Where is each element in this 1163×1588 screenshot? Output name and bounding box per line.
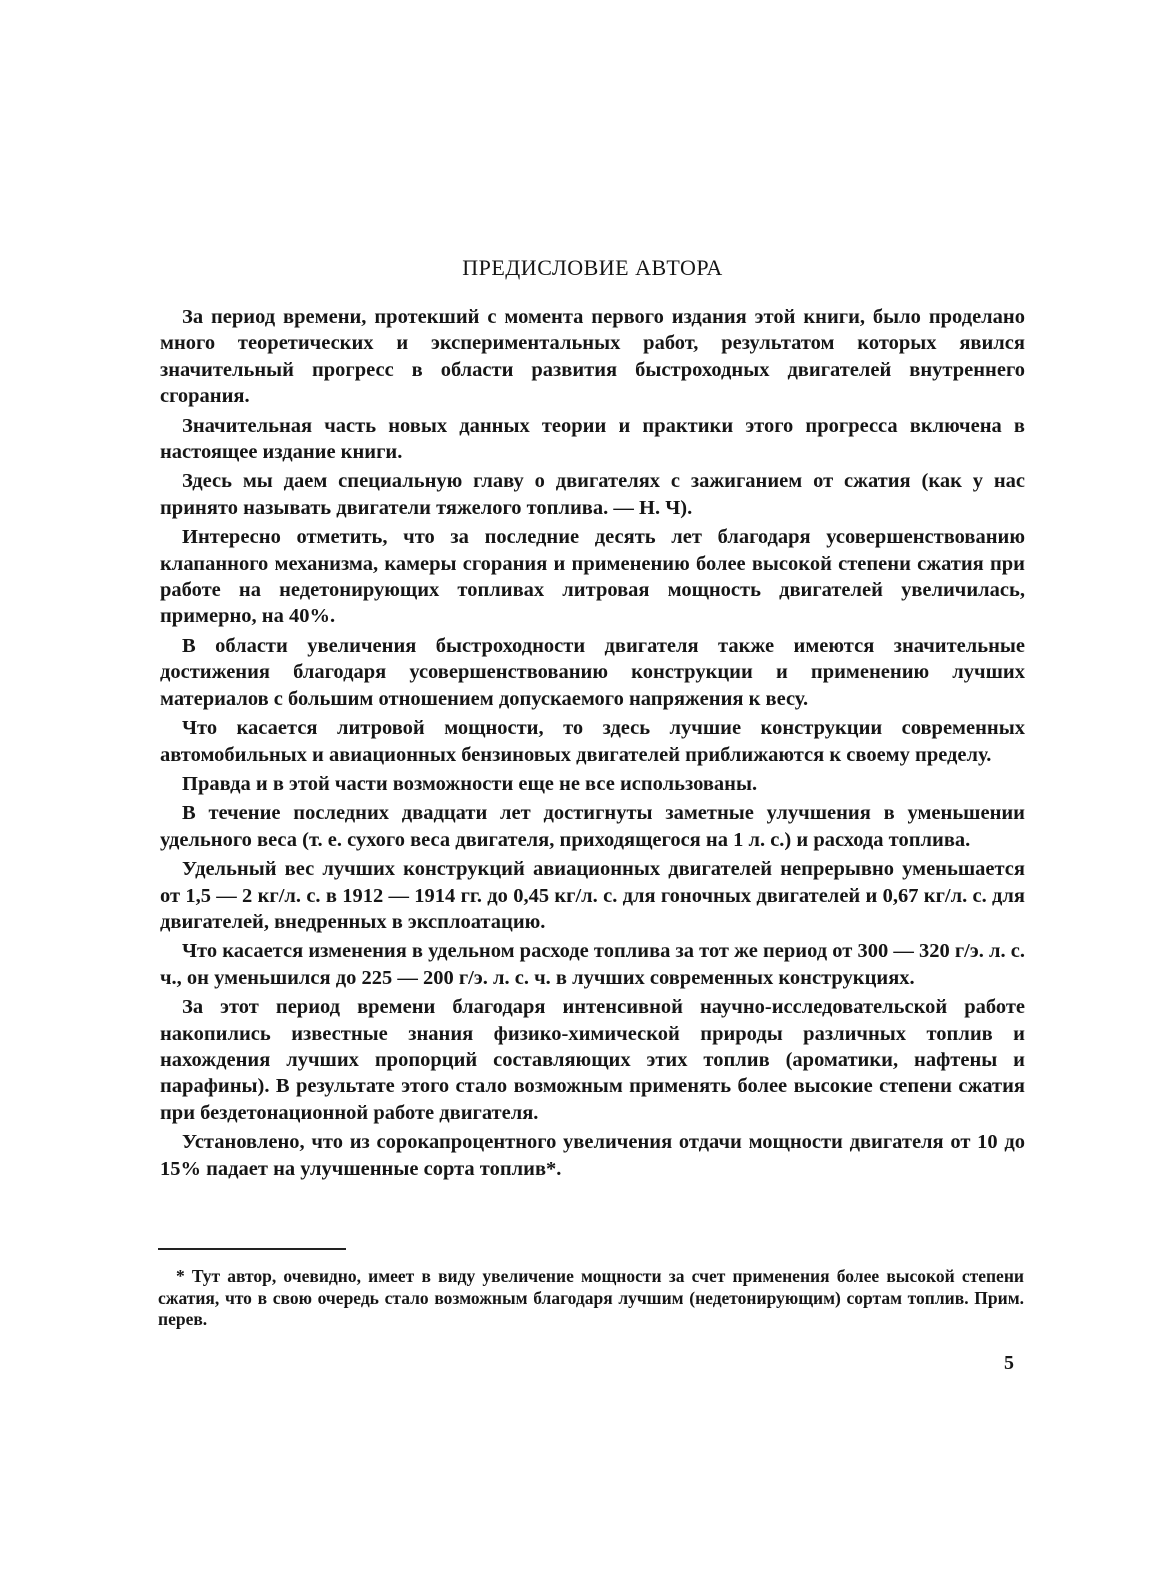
paragraph-4: Интересно отметить, что за последние десять лет благодаря усовершенствованию клапанного механизма, камеры сгорания и применению более высокой степени сжатия при работе на недетонирующих топливах литровая мощность двигателей увеличилась, примерно, на 40%. [160, 526, 1025, 628]
paragraph-8: В течение последних двадцати лет достигнуты заметные улучшения в уменьшении удельного веса (т. е. сухого веса двигателя, приходящегося на 1 л. с.) и расхода топлива. [160, 802, 1025, 851]
paragraph-12: Установлено, что из сорокапроцентного увеличения отдачи мощности двигателя от 10 до 15% падает на улучшенные сорта топлив*. [160, 1131, 1025, 1180]
paragraph-11: За этот период времени благодаря интенсивной научно-исследовательской работе накопились известные знания физико-химической природы различных топлив и нахождения лучших пропорций составляющих этих топлив (ароматики, нафтены и парафины). В результате этого стало возможным применять более высокие степени сжатия при бездетонационной работе двигателя. [160, 996, 1025, 1124]
paragraph-3: Здесь мы даем специальную главу о двигателях с зажиганием от сжатия (как у нас принято называть двигатели тяжелого топлива. — Н. Ч). [160, 470, 1025, 519]
body-text [160, 304, 1025, 1185]
paragraph-7: Правда и в этой части возможности еще не все использованы. [182, 772, 758, 795]
paragraph-9: Удельный вес лучших конструкций авиационных двигателей непрерывно уменьшается от 1,5 — 2 кг/л. с. в 1912 — 1914 гг. до 0,45 кг/л. с. для гоночных двигателей и 0,67 кг/л. с. для двигателей, внедренных в эксплоатацию. [160, 858, 1025, 933]
paragraph-1: За период времени, протекший с момента первого издания этой книги, было проделано много теоретических и экспериментальных работ, результатом которых явился значительный прогресс в области развития быстроходных двигателей внутреннего сгорания. [160, 306, 1025, 408]
paragraph-10: Что касается изменения в удельном расходе топлива за тот же период от 300 — 320 г/э. л. с. ч., он уменьшился до 225 — 200 г/э. л. с. ч. в лучших современных конструкциях. [160, 940, 1025, 989]
footnote-divider [158, 1248, 346, 1250]
paragraph-2: Значительная часть новых данных теории и практики этого прогресса включена в настоящее издание книги. [160, 414, 1025, 464]
paragraph-6: Что касается литровой мощности, то здесь лучшие конструкции современных автомобильных и авиационных бензиновых двигателей приближаются к своему пределу. [160, 717, 1025, 766]
paragraph-5: В области увеличения быстроходности двигателя также имеются значительные достижения благодаря усовершенствованию конструкции и применению лучших материалов с большим отношением допускаемого напряжения к весу. [160, 634, 1025, 710]
page-title: ПРЕДИСЛОВИЕ АВТОРА [462, 255, 723, 280]
page-number: 5 [1004, 1352, 1014, 1374]
footnote: * Тут автор, очевидно, имеет в виду увеличение мощности за счет применения более высокой степени сжатия, что в свою очередь стало возможным благодаря лучшим (недетонирующим) сортам топлив. Прим. перев. [158, 1266, 1024, 1329]
